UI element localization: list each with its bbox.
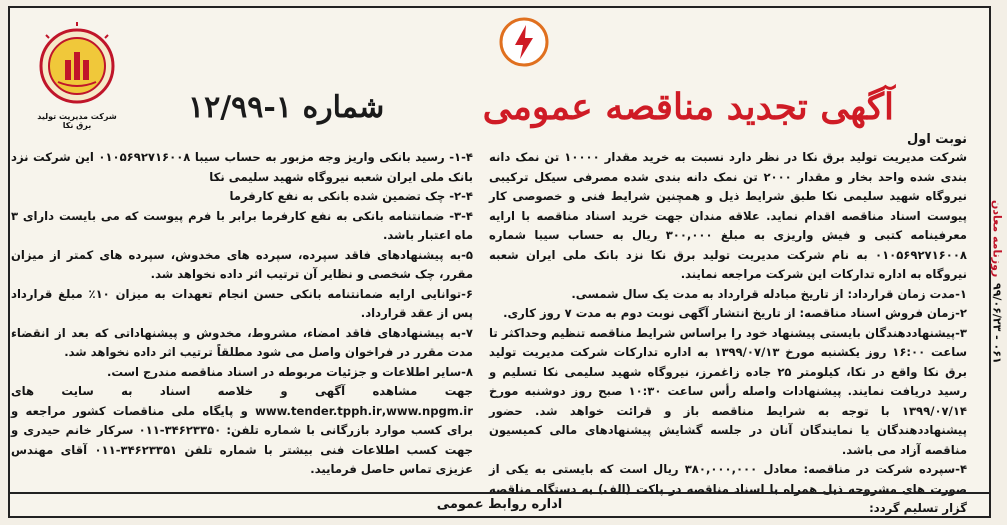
left-column [11, 148, 473, 480]
notice-title: آگهی تجدید مناقصه عمومی [482, 86, 894, 128]
issue-info: ۹۹/۰۶/۲۳ - ۰۶۱ [990, 283, 1004, 364]
clause-7: ۷-به پیشنهادهای فاقد امضاء، مشروط، مخدوش و پیشنهاداتی که بعد از انقضاء مدت مقرر در فراخوان واصل می شود مطلقاً ترتیب اثر داده نخواهد شد. [11, 325, 473, 359]
clause-5: ۵-به پیشنهادهای فاقد سپرده، سپرده های مخدوش، سپرده های کمتر از میزان مقرر، چک شخصی و نظایر آن ترتیب اثر داده نخواهد شد. [11, 247, 473, 281]
electricity-emblem-icon [498, 16, 550, 68]
clause-4-2: ۲-۴- چک تضمین شده بانکی به نفع کارفرما [229, 189, 473, 203]
clause-3: ۳-پیشنهاددهندگان بایستی پیشنهاد خود را براساس شرایط مناقصه تنظیم وحداکثر تا ساعت ۱۶:۰۰ روز یکشنبه مورخ ۱۳۹۹/۰۷/۱۳ به اداره تدارکات شرکت مدیریت تولید برق نکا واقع در نکا، کیلومتر ۲۵ جاده زاغمرز، نیروگاه شهید سلیمی نکا تسلیم و رسید دریافت نمایند. پیشنهادات واصله رأس ساعت ۱۰:۳۰ صبح روز دوشنبه مورخ ۱۳۹۹/۰۷/۱۴ با توجه به شرایط مناقصه باز و قرائت خواهد شد. حضور پیشنهاددهندگان یا نمایندگان آنان در جلسه گشایش پیشنهادهای مالی کمیسیون مناقصه آزاد می باشد. [489, 325, 967, 457]
clause-2: ۲-زمان فروش اسناد مناقصه: از تاریخ انتشار آگهی نوبت دوم به مدت ۷ روز کاری. [503, 306, 967, 320]
logo-emblem-icon [38, 22, 116, 110]
footer-department: اداره روابط عمومی [10, 492, 989, 516]
right-column [489, 148, 967, 519]
company-logo [32, 22, 122, 140]
logo-caption: شرکت مدیریت تولید برق نکا [37, 112, 117, 130]
newspaper-name: روزنامه معادن [990, 200, 1004, 278]
clause-1: ۱-مدت زمان قرارداد: از تاریخ مبادله قرارداد به مدت یک سال شمسی. [571, 286, 967, 301]
clause-4-3: ۳-۴- ضمانتنامه بانکی به نفع کارفرما برابر با فرم پیوست که می بایست دارای ۳ ماه اعتبار باشد. [11, 208, 473, 242]
tender-site-link[interactable]: www.tender.tpph.ir [255, 403, 382, 418]
title-row [128, 86, 894, 136]
contact-rest: و پایگاه ملی مناقصات کشور مراجعه و برای کسب موارد بازرگانی با شماره تلفن: ۳۴۶۲۳۳۵۰-۰۱۱ سرکار خانم حیدری و جهت کسب اطلاعات فنی بیشتر با شماره تلفن ۳۴۶۲۳۳۵۱-۰۱۱ آقای مهندس عزیزی تماس حاصل فرمایید. [11, 403, 474, 476]
notice-frame [8, 6, 991, 518]
side-strip [987, 200, 1007, 520]
round-label: نوبت اول [906, 132, 967, 147]
clause-4: ۴-سپرده شرکت در مناقصه: معادل ۳۸۰,۰۰۰,۰۰۰ ریال است که بایستی به یکی از صورت های مشروحه ذیل همراه با اسناد مناقصه در پاکت (الف) به دستگاه مناقصه گزار تسلیم گردد: [489, 462, 968, 515]
intro-paragraph: شرکت مدیریت تولید برق نکا در نظر دارد نسبت به خرید مقدار ۱۰۰۰۰ تن نمک دانه بندی شده واحد بخار و مقدار ۲۰۰۰ تن نمک دانه بندی شده مصرفی سیکل ترکیبی نیروگاه شهید سلیمی نکا طبق شرایط ذیل و همچنین شرایط فنی و خصوصی کار پیوست اسناد مناقصه اقدام نماید. علاقه مندان جهت خرید اسناد مناقصه با ارایه معرفینامه کتبی و فیش واریزی به مبلغ ۳۰۰,۰۰۰ ریال به حساب سیبا شماره ۰۱۰۵۶۹۲۷۱۶۰۰۸ به نام شرکت مدیریت تولید برق نکا نزد بانک ملی ایران شعبه نیروگاه به اداره تدارکات این شرکت مراجعه نمایند. [489, 150, 967, 281]
notice-number: شماره ۱-۱۲/۹۹ [188, 90, 385, 125]
clause-4-1: ۱-۴- رسید بانکی واریز وجه مزبور به حساب سیبا ۰۱۰۵۶۹۲۷۱۶۰۰۸ این شرکت نزد بانک ملی ایران شعبه نیروگاه شهید سلیمی نکا [11, 150, 473, 184]
npgm-site-link[interactable]: www.npgm.ir [386, 403, 473, 418]
contact-paragraph: جهت مشاهده آگهی و خلاصه اسناد به سایت های www.tender.tpph.ir,www.npgm.ir و پایگاه ملی مناقصات کشور مراجعه و برای کسب موارد بازرگانی با شماره تلفن: ۳۴۶۲۳۳۵۰-۰۱۱ سرکار خانم حیدری و جهت کسب اطلاعات فنی بیشتر با شماره تلفن ۳۴۶۲۳۳۵۱-۰۱۱ آقای مهندس عزیزی تماس حاصل فرمایید. [11, 384, 474, 476]
clause-6: ۶-توانایی ارایه ضمانتنامه بانکی حسن انجام تعهدات به میزان ۱۰٪ مبلغ قرارداد پس از عقد قرارداد. [11, 286, 473, 320]
clause-8: ۸-سایر اطلاعات و جزئیات مربوطه در اسناد مناقصه مندرج است. [106, 364, 473, 379]
contact-intro: جهت مشاهده آگهی و خلاصه اسناد به سایت های [11, 384, 473, 398]
